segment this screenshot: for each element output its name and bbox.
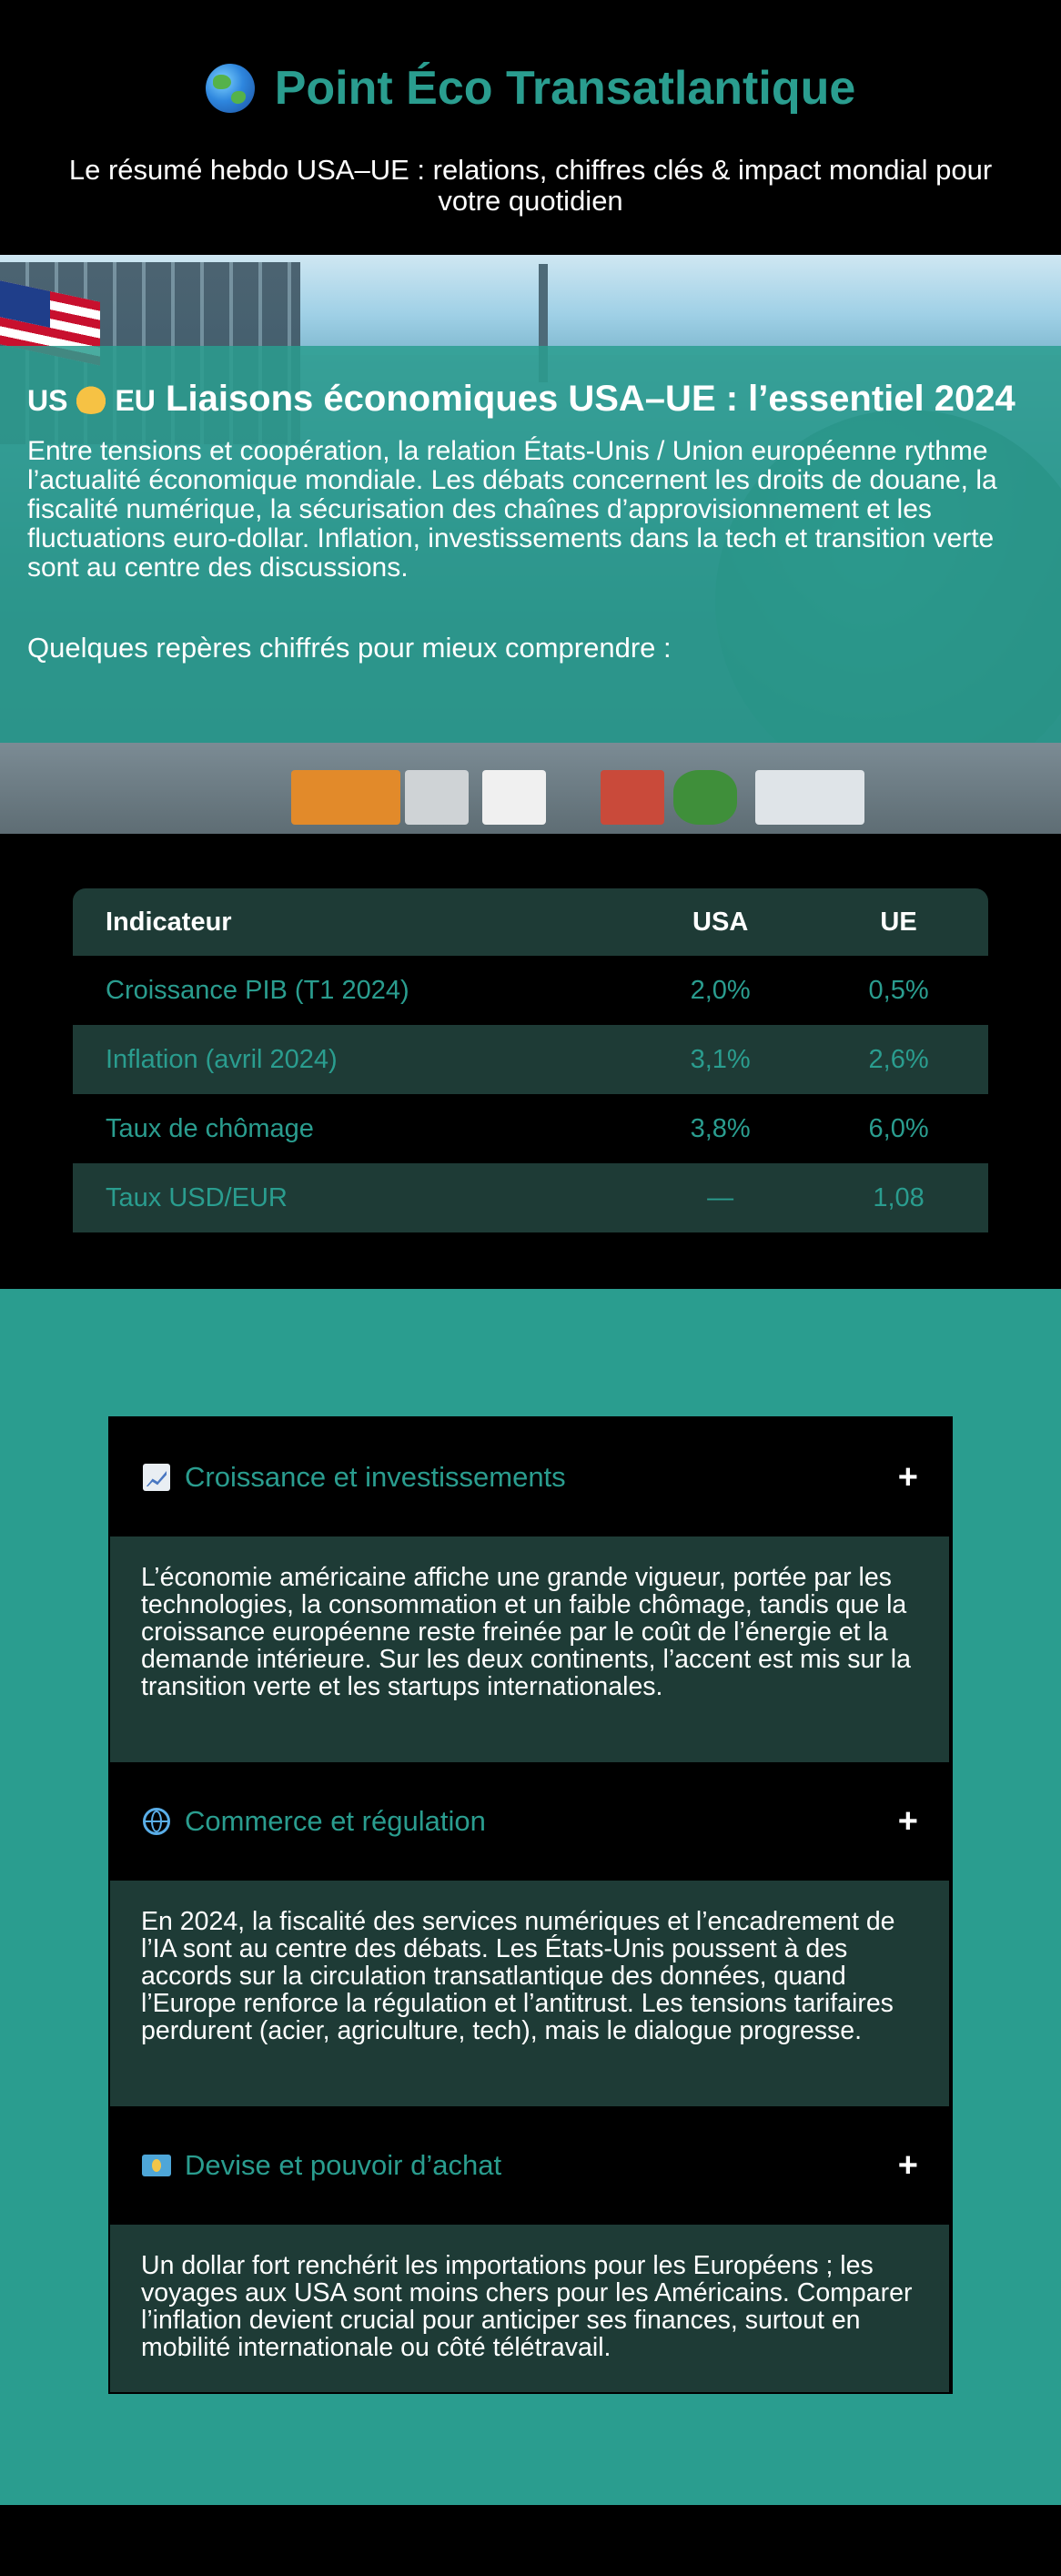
accordion-title: Devise et pouvoir d’achat [185, 2149, 502, 2181]
accordion-body: En 2024, la fiscalité des services numériques et l’encadrement de l’IA sont au centre des débats. Les États-Unis poussent à des accords sur la circulation transatlantique des données, quand l’Europe renforce la régulation et l’antitrust. Les tensions tarifaires perdurent (acier, agriculture, tech), mais le dialogue progresse. [110, 1881, 949, 2106]
truck-image [755, 770, 864, 825]
ue-value-cell: 0,5% [809, 956, 988, 1025]
usa-value-cell: — [632, 1163, 809, 1232]
ue-value-cell: 6,0% [809, 1094, 988, 1163]
table-row [73, 956, 988, 1025]
ue-value-cell: 1,08 [809, 1163, 988, 1232]
page-footer [0, 2505, 1061, 2576]
truck-image [405, 770, 469, 825]
accordion-body: L’économie américaine affiche une grande vigueur, portée par les technologies, la consommation et un faible chômage, tandis que la croissance européenne reste freinée par le coût de l’énergie et la demande intérieure. Sur les deux continents, l’accent est mis sur la transition verte et les startups internationales. [110, 1536, 949, 1762]
site-header [0, 0, 1061, 255]
site-subtitle: Le résumé hebdo USA–UE : relations, chiffres clés & impact mondial pour votre quotidien [68, 154, 993, 217]
indicator-cell: Taux de chômage [73, 1094, 632, 1163]
handshake-icon [73, 385, 109, 414]
hero-street-image [0, 743, 1061, 834]
us-flag-code: US [27, 384, 68, 417]
truck-image [291, 770, 400, 825]
truck-image [601, 770, 664, 825]
accordion-item [110, 1762, 949, 2106]
column-header-indicator: Indicateur [73, 888, 632, 956]
globe-icon [206, 64, 255, 113]
hero-banner [0, 255, 1061, 834]
table-row [73, 1163, 988, 1232]
indicator-cell: Croissance PIB (T1 2024) [73, 956, 632, 1025]
accordion-title: Commerce et régulation [185, 1805, 486, 1837]
tree-image [673, 770, 737, 825]
expand-plus-icon[interactable]: + [897, 1458, 918, 1496]
key-figures-section [0, 834, 1061, 1289]
usa-value-cell: 2,0% [632, 956, 809, 1025]
truck-image [482, 770, 546, 825]
accordion-body: Un dollar fort renchérit les importations pour les Européens ; les voyages aux USA sont moins chers pour les Américains. Comparer l’inflation devient crucial pour anticiper ses finances, surtout en mobilité internationale ou côté télétravail. [110, 2225, 949, 2392]
indicator-cell: Inflation (avril 2024) [73, 1025, 632, 1094]
usa-value-cell: 3,1% [632, 1025, 809, 1094]
hero-overlay [0, 346, 1061, 751]
column-header-usa: USA [632, 888, 809, 956]
usa-value-cell: 3,8% [632, 1094, 809, 1163]
accordion-item [110, 2106, 949, 2392]
column-header-ue: UE [809, 888, 988, 956]
expand-plus-icon[interactable]: + [897, 1802, 918, 1841]
globe-meridians-icon [141, 1806, 172, 1837]
table-row [73, 1094, 988, 1163]
accordion-header-growth[interactable] [110, 1418, 949, 1536]
accordion-header-trade[interactable] [110, 1762, 949, 1881]
topics-accordion [108, 1416, 953, 2394]
accordion-title: Croissance et investissements [185, 1461, 566, 1493]
topics-section [0, 1289, 1061, 2505]
hero-note: Quelques repères chiffrés pour mieux comprendre : [27, 632, 672, 664]
site-title-text: Point Éco Transatlantique [274, 62, 856, 115]
hero-title-text: Liaisons économiques USA–UE : l’essentiel 2024 [166, 379, 1016, 419]
money-icon [141, 2150, 172, 2181]
expand-plus-icon[interactable]: + [897, 2146, 918, 2185]
chart-increasing-icon [141, 1462, 172, 1493]
accordion-item [110, 1418, 949, 1762]
table-row [73, 1025, 988, 1094]
table-header-row [73, 888, 988, 956]
key-figures-table [73, 888, 988, 1232]
eu-flag-code: EU [115, 384, 156, 417]
indicator-cell: Taux USD/EUR [73, 1163, 632, 1232]
hero-title [27, 379, 1034, 421]
hero-paragraph: Entre tensions et coopération, la relation États-Unis / Union européenne rythme l’actualité économique mondiale. Les débats concernent les droits de douane, la fiscalité numérique, la sécurisation des chaînes d’approvisionnement et les fluctuations euro-dollar. Inflation, investissements dans la tech et transition verte sont au centre des discussions. [27, 436, 997, 583]
site-title [0, 64, 1061, 113]
ue-value-cell: 2,6% [809, 1025, 988, 1094]
accordion-header-currency[interactable] [110, 2106, 949, 2225]
